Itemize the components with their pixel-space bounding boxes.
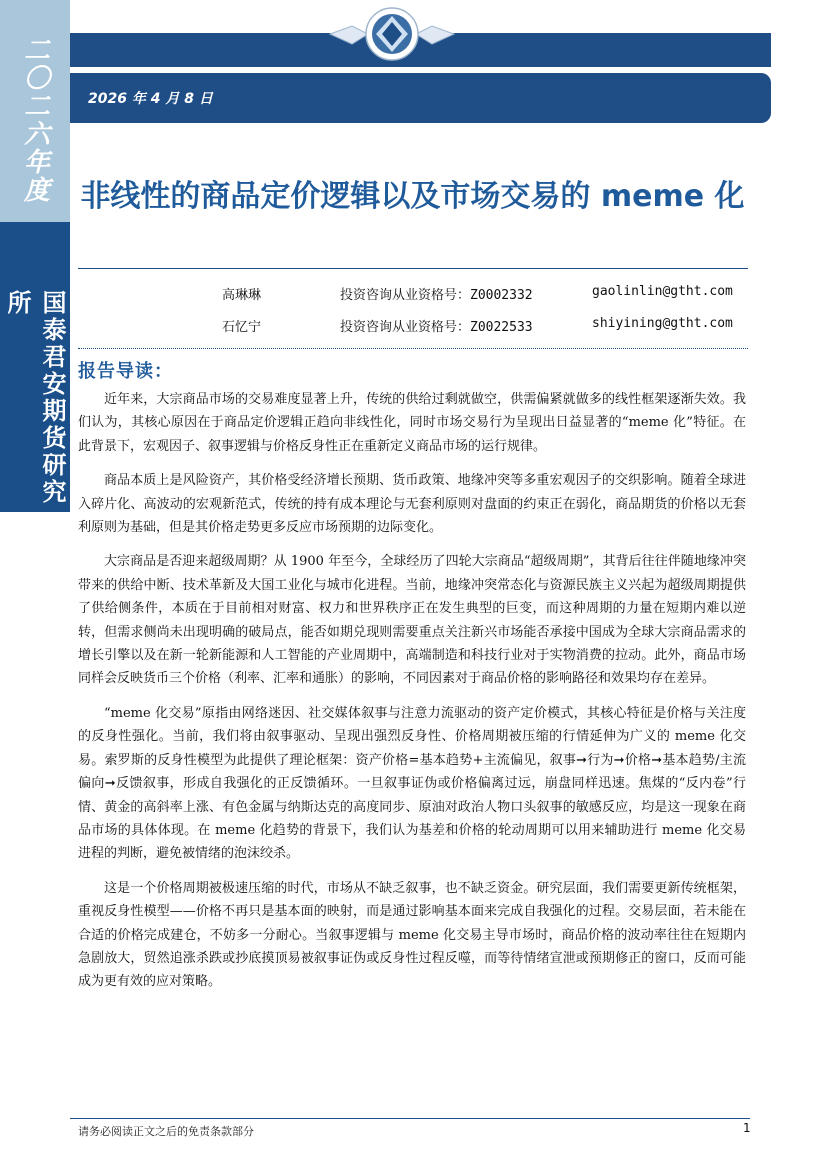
report-date: 2026 年 4 月 8 日 <box>88 91 213 107</box>
body-paragraph: 这是一个价格周期被极速压缩的时代，市场从不缺乏叙事，也不缺乏资金。研究层面，我们需要更新传统框架，重视反身性模型——价格不再只是基本面的映射，而是通过影响基本面来完成自我强化的过程。交易层面，若未能在合适的价格完成建仓，不妨多一分耐心。当叙事逻辑与 meme 化交易主导市场时，商品价格的波动率往往在短期内急剧放大，贸然追涨杀跌或抄底摸顶易被叙事证伪或反身性过程反噬，而等待情绪宣泄或预期修正的窗口，反而可能成为更有效的应对策略。 <box>78 880 746 990</box>
sidebar-year-label: 二〇二六年度 <box>19 36 50 204</box>
author-email[interactable]: shiyining@gtht.com <box>592 316 733 331</box>
body-paragraph: 大宗商品是否迎来超级周期？从 1900 年至今，全球经历了四轮大宗商品“超级周期”，其背后往往伴随地缘冲突带来的供给中断、技术革新及大国工业化与城市化进程。当前，地缘冲突常态化与资源民族主义兴起为超级周期提供了供给侧条件，本质在于目前相对财富、权力和世界秩序正在发生典型的巨变，而这种周期的力量在短期内难以逆转，但需求侧尚未出现明确的破局点，能否如期兑现则需要重点关注新兴市场能否承接中国成为全球大宗商品需求的增长引擎以及在新一轮新能源和人工智能的产业周期中，高端制造和科技行业对于实物消费的拉动。此外，商品市场同样会反映货币三个价格（利率、汇率和通胀）的影响，不同因素对于商品价格的影响路径和效果均存在差异。 <box>78 554 746 687</box>
body-paragraph: 近年来，大宗商品市场的交易难度显著上升，传统的供给过剩就做空，供需偏紧就做多的线性框架逐渐失效。我们认为，其核心原因在于商品定价逻辑正趋向非线性化，同时市场交易行为呈现出日益显著的“meme 化”特征。在此背景下，宏观因子、叙事逻辑与价格反身性正在重新定义商品市场的运行规律。 <box>78 392 746 454</box>
footer-disclaimer: 请务必阅读正文之后的免责条款部分 <box>78 1125 254 1138</box>
author-name: 石忆宁 <box>222 320 262 335</box>
gem-logo <box>322 4 462 66</box>
left-sidebar <box>0 0 70 1169</box>
body-paragraph: 商品本质上是风险资产，其价格受经济增长预期、货币政策、地缘冲突等多重宏观因子的交织影响。随着全球进入碎片化、高波动的宏观新范式，传统的持有成本理论与无套利原则对盘面的约束正在弱化，商品期货的价格以无套利原则为基础，但是其价格走势更多反应市场预期的边际变化。 <box>78 473 746 536</box>
author-name: 高琳琳 <box>222 288 262 303</box>
author-cert: 投资咨询从业资格号：Z0022533 <box>340 320 533 335</box>
author-cert: 投资咨询从业资格号：Z0002332 <box>340 288 533 303</box>
report-body <box>78 388 746 1005</box>
gem-logo-icon <box>322 4 462 66</box>
page-number: 1 <box>743 1121 751 1135</box>
footer-divider <box>70 1118 750 1119</box>
section-heading: 报告导读： <box>78 361 173 382</box>
sidebar-institute-band <box>0 222 70 512</box>
sidebar-top-band <box>0 0 70 222</box>
title-divider <box>78 268 748 269</box>
body-paragraph: “meme 化交易”原指由网络迷因、社交媒体叙事与注意力流驱动的资产定价模式，其核心特征是价格与关注度的反身性强化。当前，我们将由叙事驱动、呈现出强烈反身性、价格周期被压缩的行情延伸为广义的 meme 化交易。索罗斯的反身性模型为此提供了理论框架：资产价格=基本趋势+主流偏见，叙事➞行为➞价格➞基本趋势/主流偏向➞反馈叙事，形成自我强化的正反馈循环。一旦叙事证伪或价格偏离过远，崩盘同样迅速。焦煤的“反内卷”行情、黄金的高斜率上涨、有色金属与纳斯达克的高度同步、原油对政治人物口头叙事的敏感反应，均是这一现象在商品市场的具体体现。在 meme 化趋势的背景下，我们认为基差和价格的轮动周期可以用来辅助进行 meme 化交易进程的判断，避免被情绪的泡沫绞杀。 <box>78 705 746 862</box>
author-row <box>222 284 752 304</box>
report-title: 非线性的商品定价逻辑以及市场交易的 meme 化 <box>80 179 745 214</box>
author-row <box>222 316 752 336</box>
author-email[interactable]: gaolinlin@gtht.com <box>592 284 733 299</box>
date-bar <box>70 73 771 123</box>
section-divider <box>78 348 748 350</box>
sidebar-institute-label: 国泰君安期货研究所 <box>3 290 66 506</box>
